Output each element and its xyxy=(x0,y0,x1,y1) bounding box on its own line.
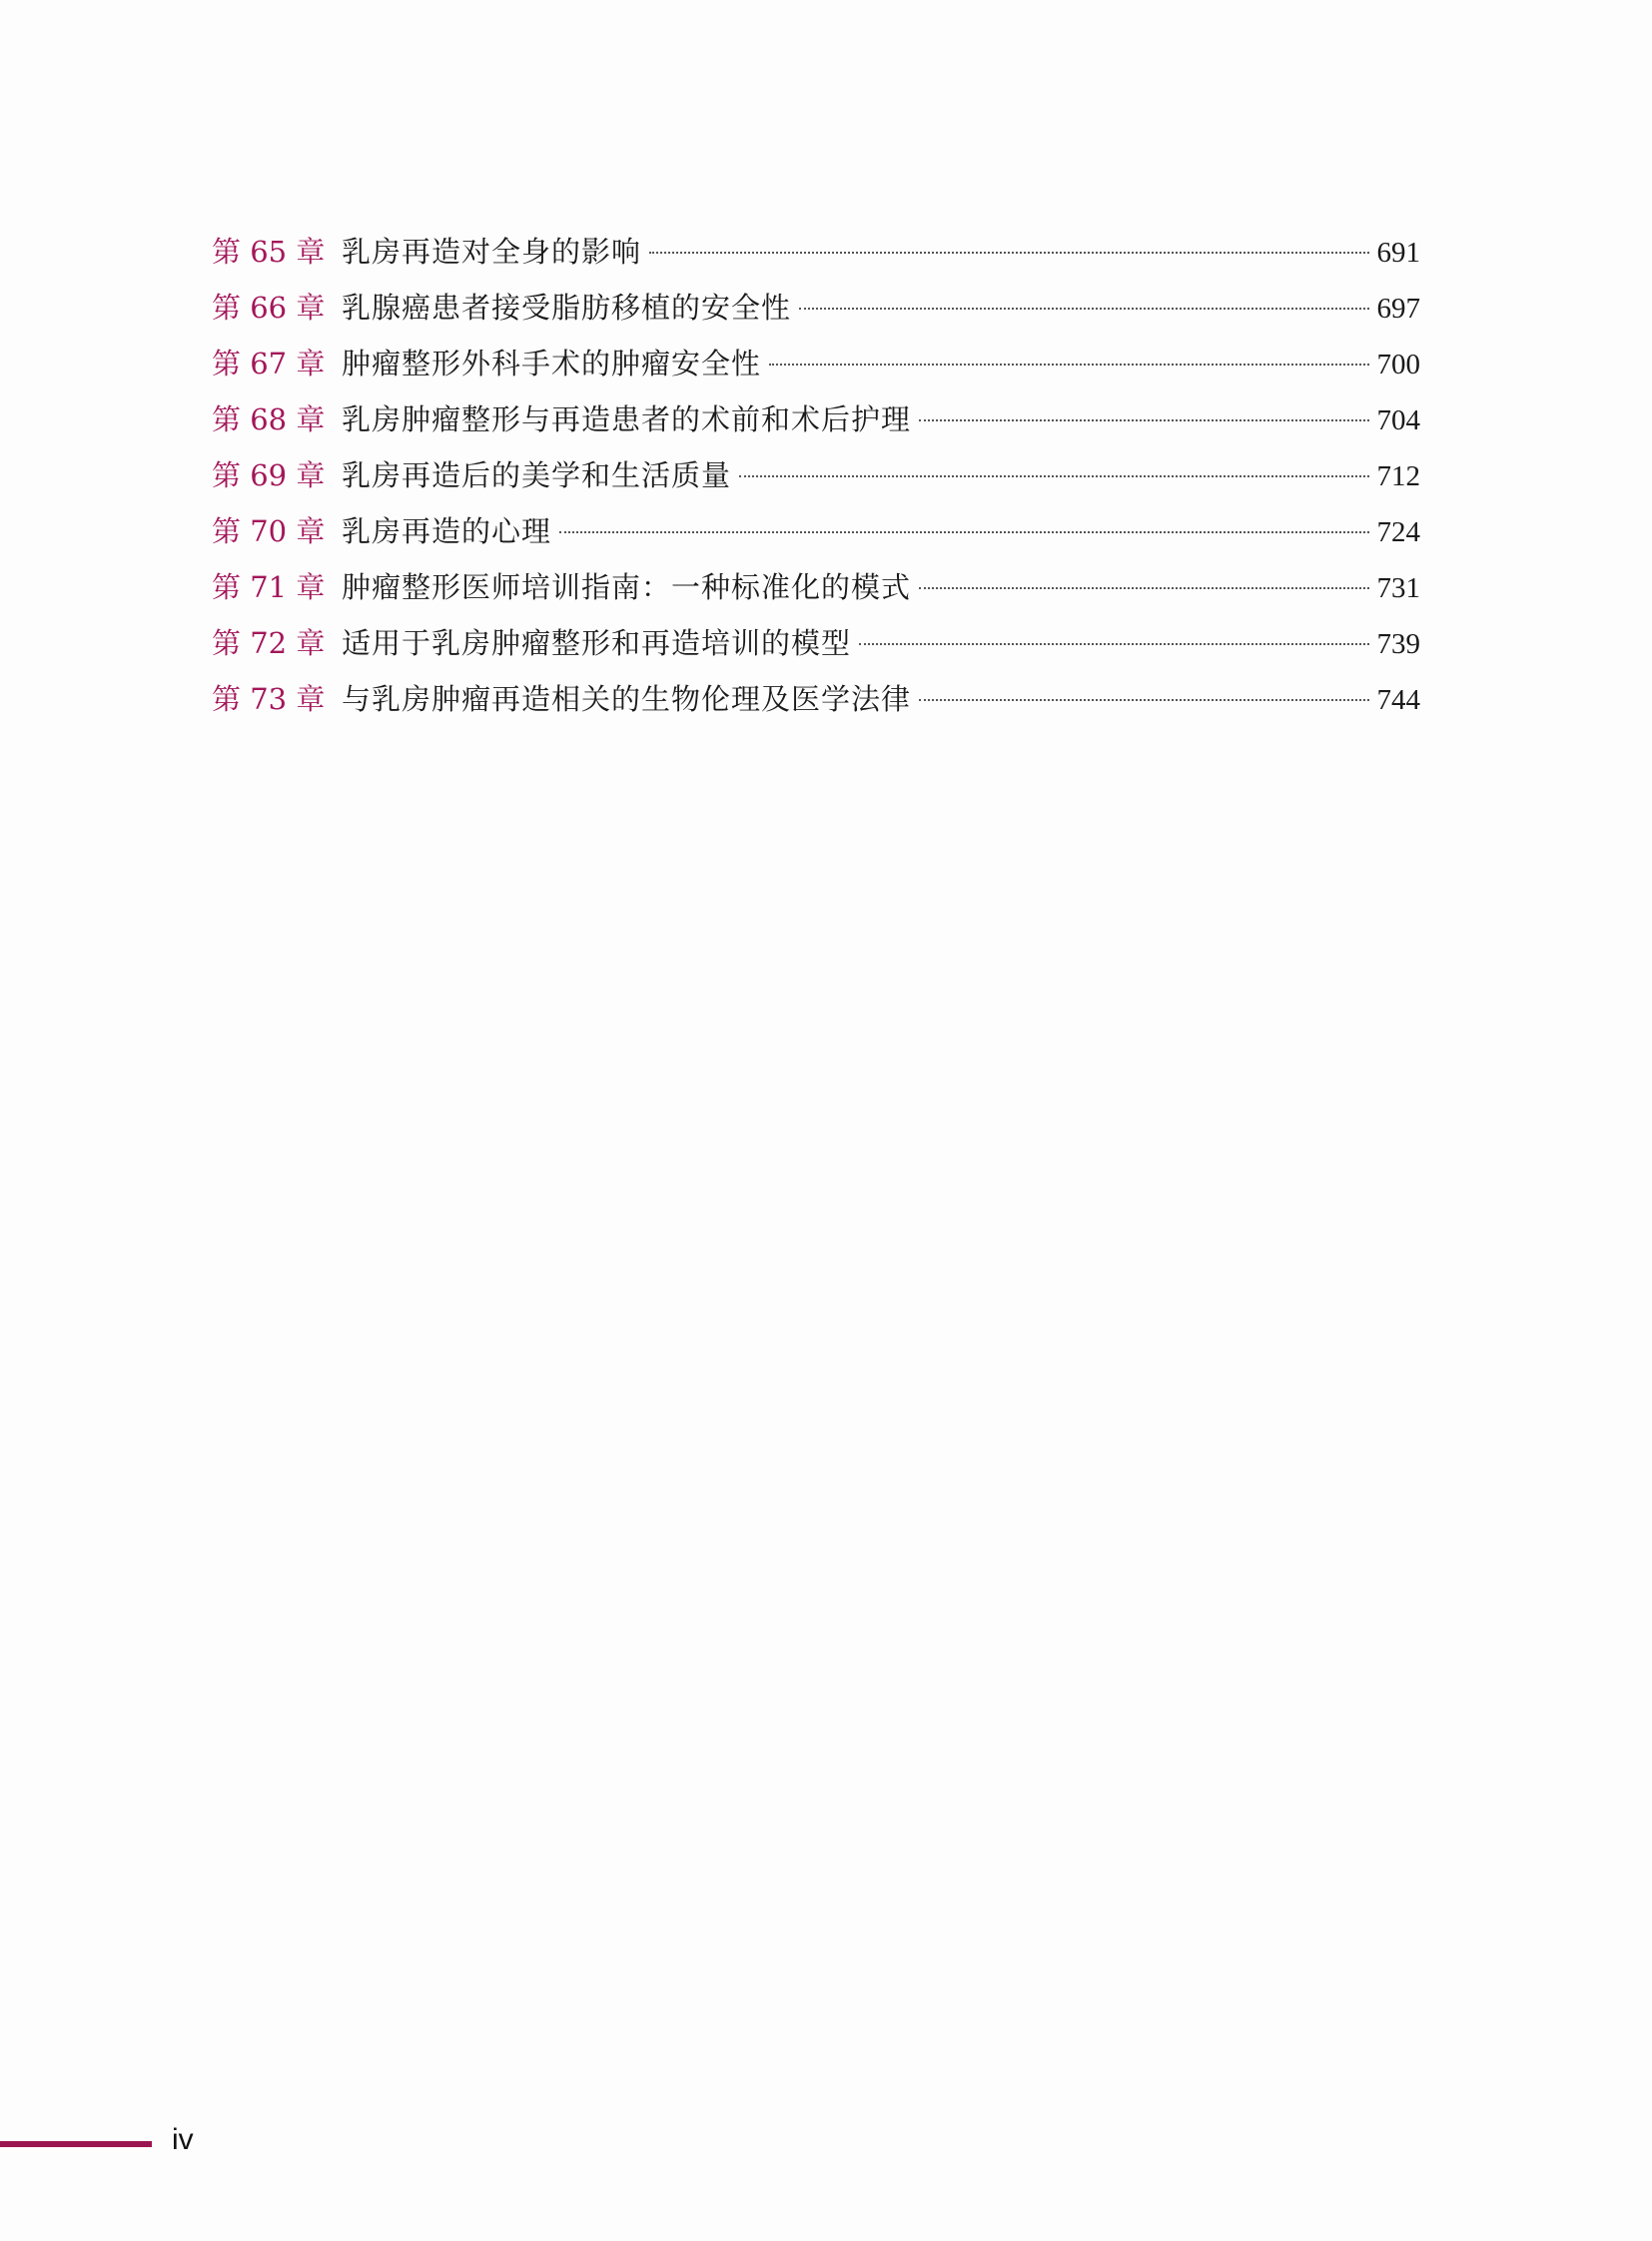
dot-leader xyxy=(649,252,1368,254)
chapter-number: 第 65 章 xyxy=(212,235,326,269)
dot-leader xyxy=(799,308,1368,310)
toc-entry[interactable] xyxy=(212,677,1420,733)
chapter-number: 第 71 章 xyxy=(212,570,326,604)
toc-entry[interactable] xyxy=(212,230,1420,286)
page-number: 700 xyxy=(1376,349,1420,380)
page-number: 724 xyxy=(1376,516,1420,548)
dot-leader xyxy=(739,475,1368,477)
chapter-title: 乳房再造对全身的影响 xyxy=(342,235,642,269)
dot-leader xyxy=(769,364,1368,366)
page-number: 691 xyxy=(1376,237,1420,269)
chapter-number: 第 69 章 xyxy=(212,458,326,492)
chapter-title: 乳房肿瘤整形与再造患者的术前和术后护理 xyxy=(342,402,912,436)
page-number: 744 xyxy=(1376,684,1420,716)
chapter-number: 第 67 章 xyxy=(212,347,326,380)
page-folio: iv xyxy=(172,2123,194,2156)
toc-entry[interactable] xyxy=(212,453,1420,509)
chapter-number: 第 68 章 xyxy=(212,402,326,436)
page-number: 697 xyxy=(1376,293,1420,325)
chapter-title: 乳腺癌患者接受脂肪移植的安全性 xyxy=(342,291,792,325)
chapter-title: 与乳房肿瘤再造相关的生物伦理及医学法律 xyxy=(342,682,912,716)
chapter-number: 第 66 章 xyxy=(212,291,326,325)
toc-entry[interactable] xyxy=(212,565,1420,621)
chapter-title: 乳房再造后的美学和生活质量 xyxy=(342,458,732,492)
chapter-title: 适用于乳房肿瘤整形和再造培训的模型 xyxy=(342,626,852,660)
chapter-title: 肿瘤整形外科手术的肿瘤安全性 xyxy=(342,347,762,380)
dot-leader xyxy=(559,531,1368,533)
chapter-number: 第 73 章 xyxy=(212,682,326,716)
page-number: 712 xyxy=(1376,460,1420,492)
chapter-number: 第 70 章 xyxy=(212,514,326,548)
page-number: 739 xyxy=(1376,628,1420,660)
chapter-title: 肿瘤整形医师培训指南：一种标准化的模式 xyxy=(342,570,912,604)
dot-leader xyxy=(919,419,1368,421)
dot-leader xyxy=(859,643,1368,645)
toc-entry[interactable] xyxy=(212,621,1420,677)
dot-leader xyxy=(919,699,1368,701)
toc-entry[interactable] xyxy=(212,509,1420,565)
toc-entry[interactable] xyxy=(212,342,1420,397)
dot-leader xyxy=(919,587,1368,589)
chapter-number: 第 72 章 xyxy=(212,626,326,660)
toc-entry[interactable] xyxy=(212,286,1420,342)
page-number: 731 xyxy=(1376,572,1420,604)
chapter-title: 乳房再造的心理 xyxy=(342,514,552,548)
page-number: 704 xyxy=(1376,404,1420,436)
table-of-contents xyxy=(212,230,1420,733)
footer-accent-bar xyxy=(0,2141,152,2147)
toc-entry[interactable] xyxy=(212,397,1420,453)
